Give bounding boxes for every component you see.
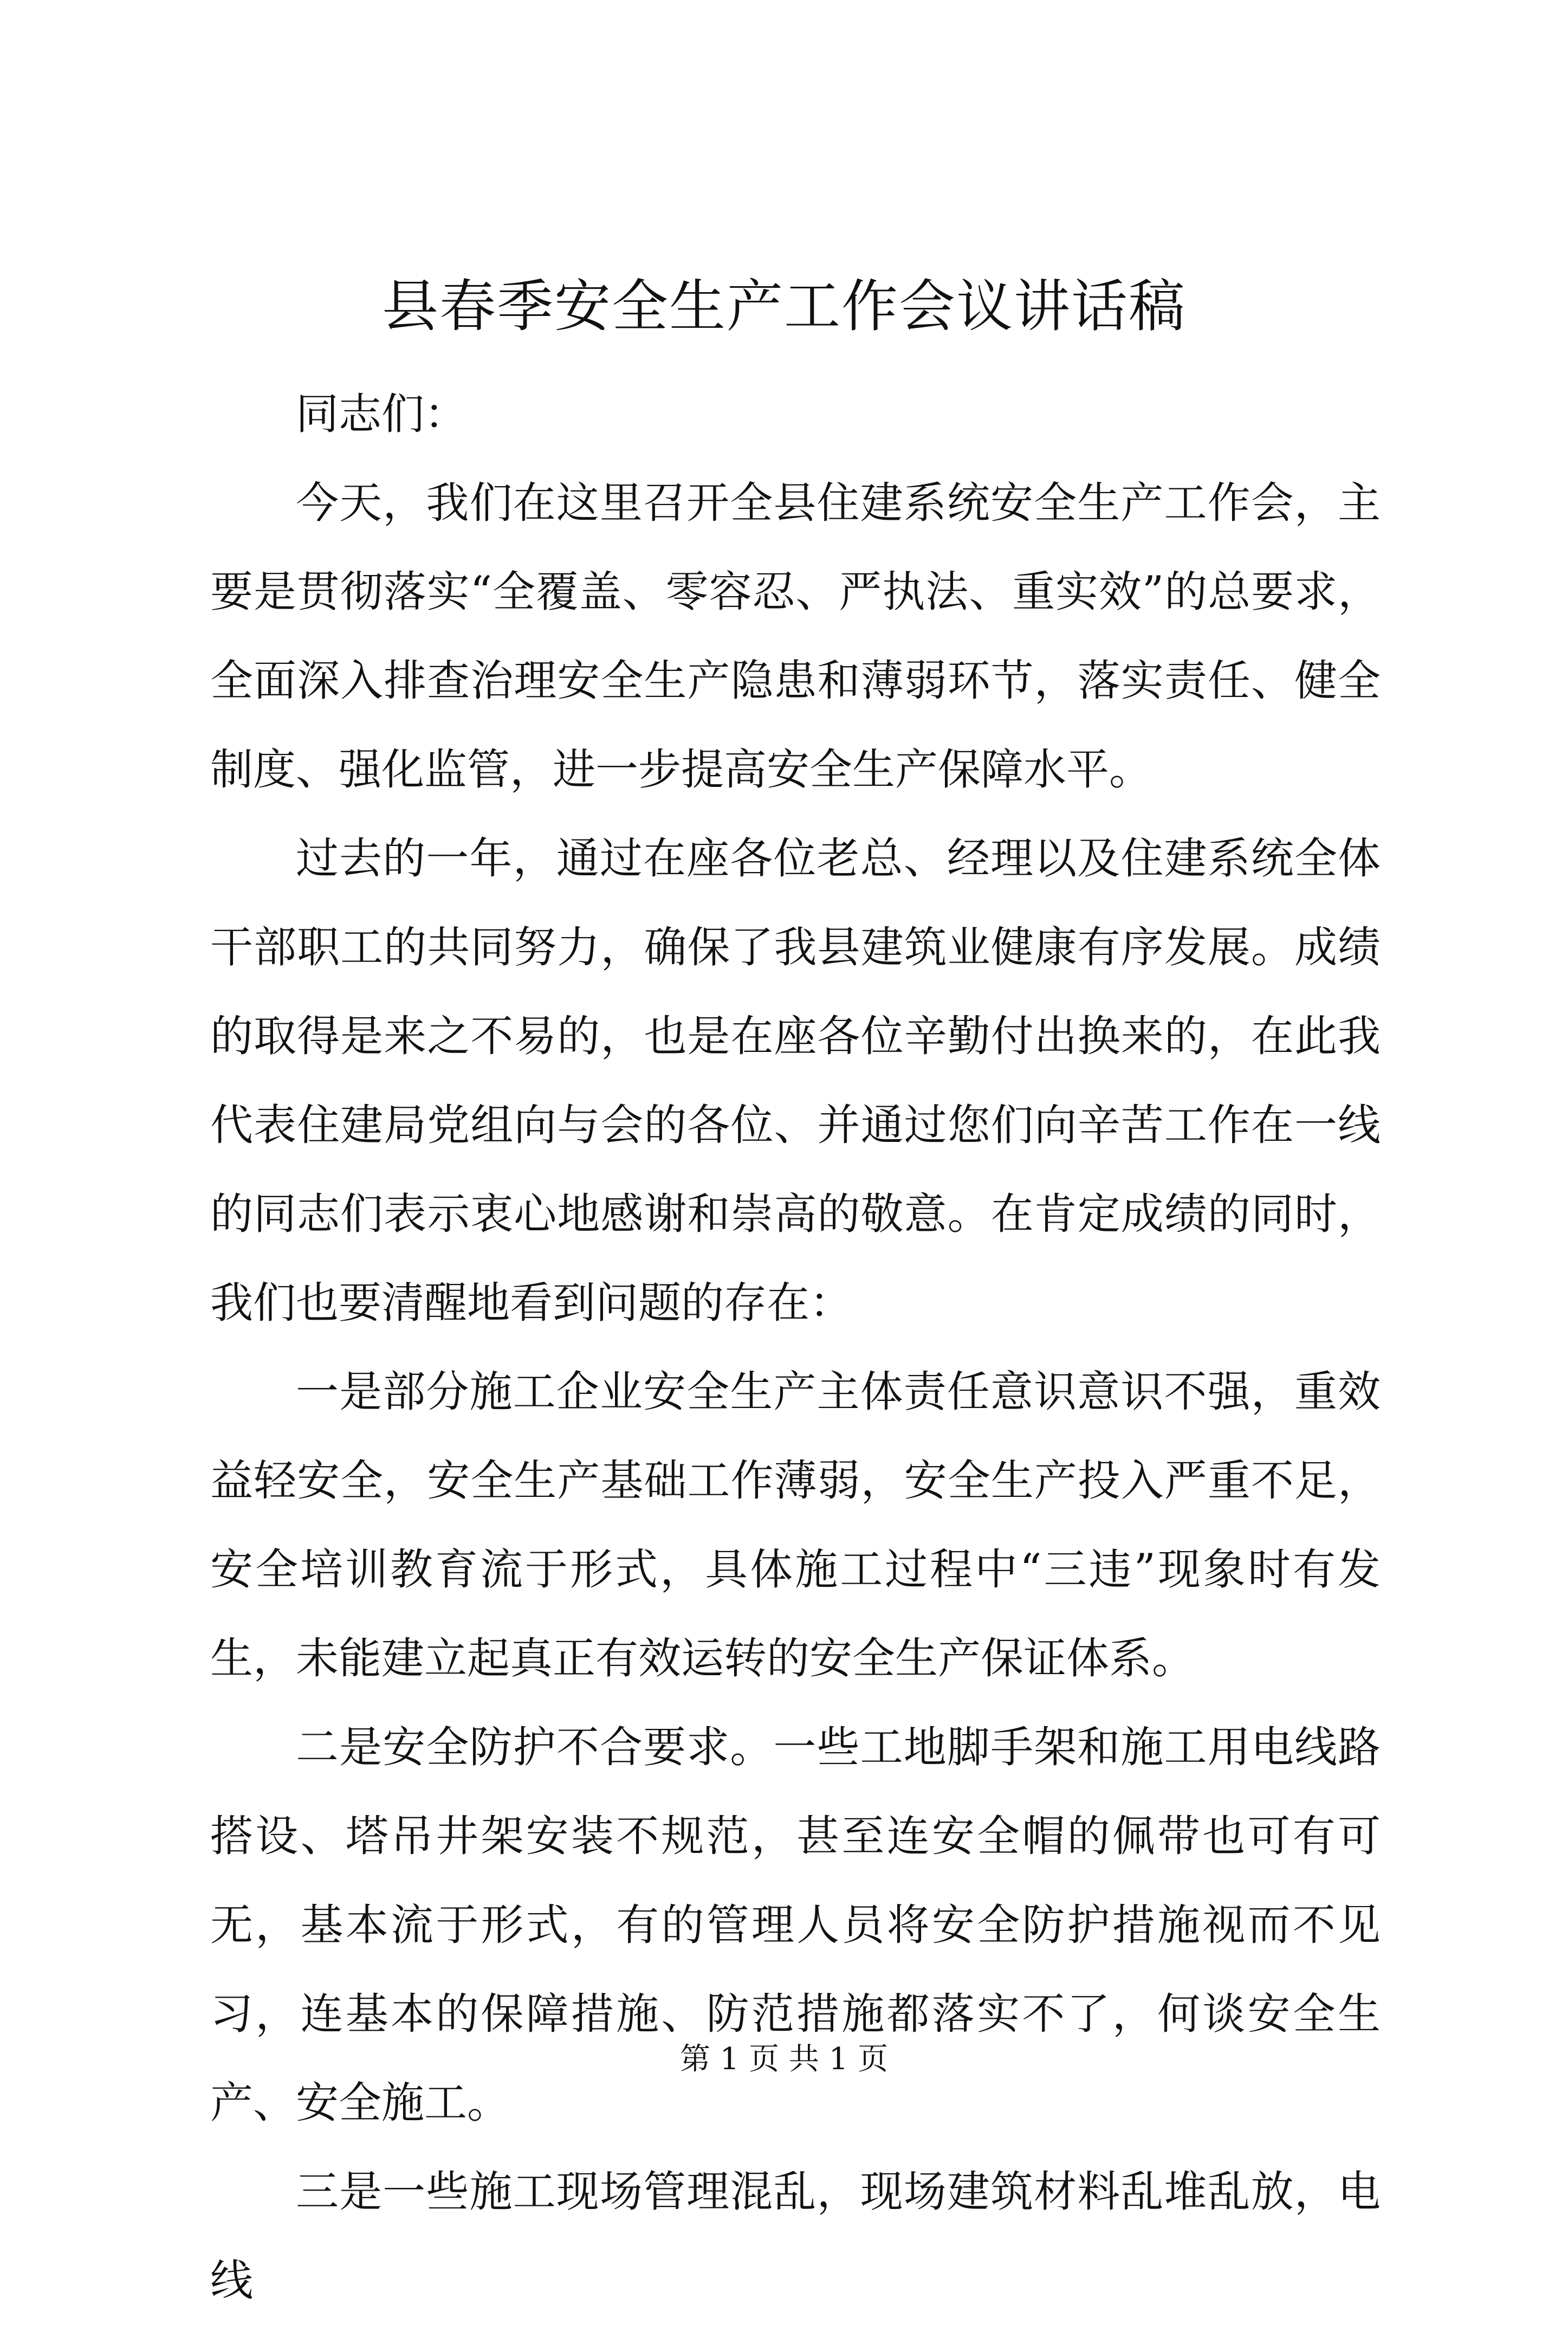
paragraph-review: 过去的一年，通过在座各位老总、经理以及住建系统全体干部职工的共同努力，确保了我县建筑业健康有序发展。成绩的取得是来之不易的，也是在座各位辛勤付出换来的，在此我代表住建局党组向与会的各位、并通过您们向辛苦工作在一线的同志们表示衷心地感谢和崇高的敬意。在肯定成绩的同时，我们也要清醒地看到问题的存在： [210, 834, 1381, 1328]
paragraph-salutation: 同志们： [296, 389, 467, 439]
document-title: 县春季安全生产工作会议讲话稿 [381, 273, 1186, 339]
page-footer: 第 1 页 共 1 页 [679, 2042, 889, 2077]
document-body [210, 370, 1381, 2325]
paragraph-intro: 今天，我们在这里召开全县住建系统安全生产工作会，主要是贯彻落实“全覆盖、零容忍、严执法、重实效”的总要求，全面深入排查治理安全生产隐患和薄弱环节，落实责任、健全制度、强化监管，进一步提高安全生产保障水平。 [210, 478, 1381, 795]
paragraph-issue-three: 三是一些施工现场管理混乱，现场建筑材料乱堆乱放，电线 [210, 2167, 1381, 2305]
paragraph-issue-two: 二是安全防护不合要求。一些工地脚手架和施工用电线路搭设、塔吊井架安装不规范，甚至连安全帽的佩带也可有可无，基本流于形式，有的管理人员将安全防护措施视而不见习，连基本的保障措施、防范措施都落实不了，何谈安全生产、安全施工。 [210, 1722, 1381, 2128]
paragraph-issue-one: 一是部分施工企业安全生产主体责任意识意识不强，重效益轻安全，安全生产基础工作薄弱，安全生产投入严重不足，安全培训教育流于形式，具体施工过程中“三违”现象时有发生，未能建立起真正有效运转的安全生产保证体系。 [210, 1367, 1381, 1683]
